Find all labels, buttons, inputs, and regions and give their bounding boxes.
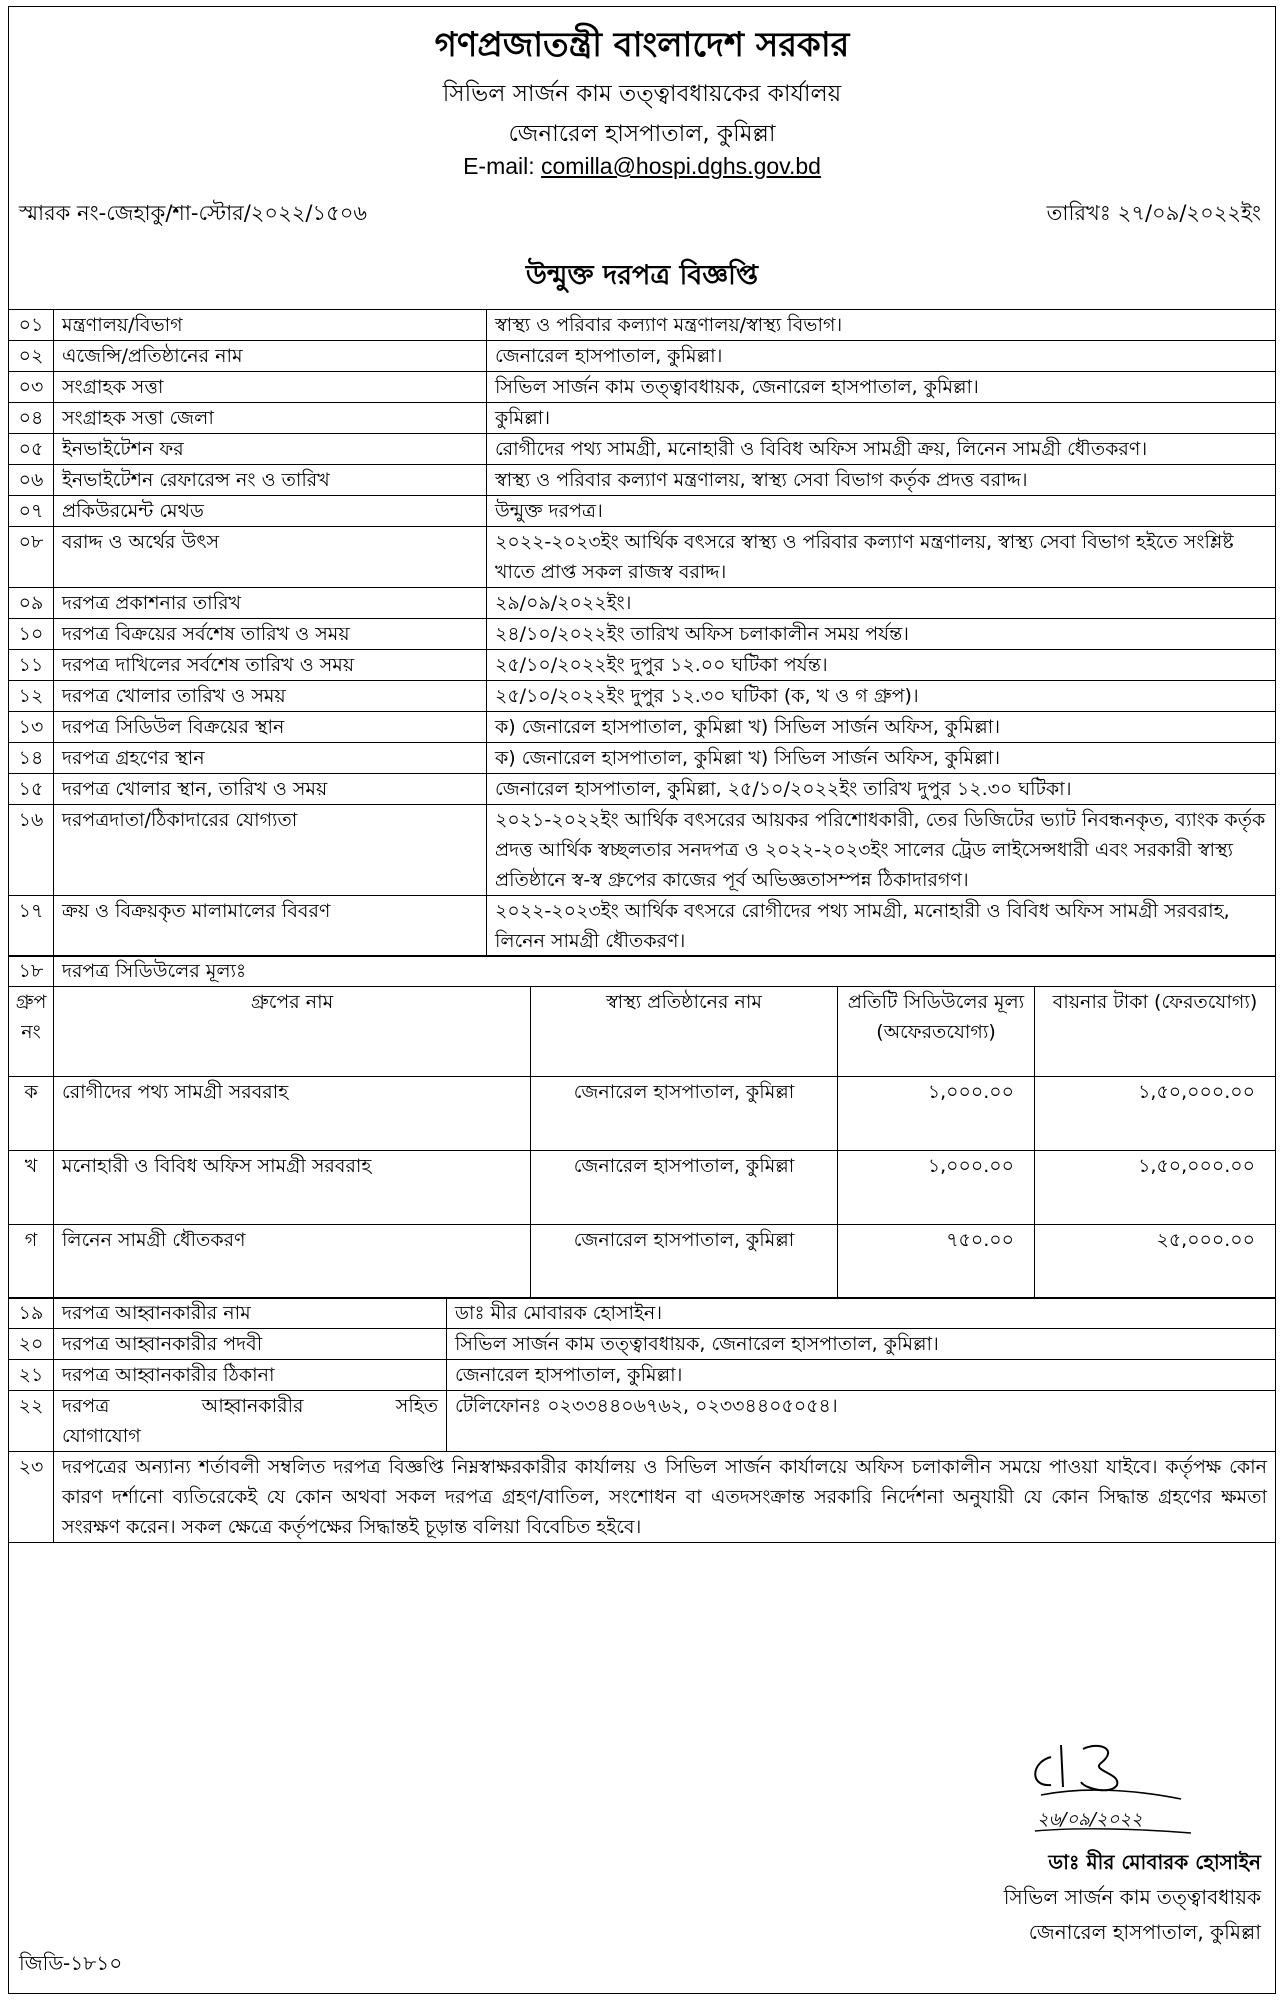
header-schedule-price: প্রতিটি সিডিউলের মূল্য (অফেরতযোগ্য): [838, 987, 1035, 1077]
row-number: ০১: [9, 310, 54, 341]
schedule-title-row: [9, 956, 1276, 987]
row-label: দরপত্র আহ্বানকারীর ঠিকানা: [54, 1360, 447, 1391]
row-number: ১২: [9, 681, 54, 712]
row-label: দরপত্র খোলার স্থান, তারিখ ও সময়: [54, 774, 487, 805]
row-number: ২০: [9, 1329, 54, 1360]
row-label: ইনভাইটেশন রেফারেন্স নং ও তারিখ: [54, 465, 487, 496]
tender-details-table: [8, 309, 1276, 957]
row-value: জেনারেল হাসপাতাল, কুমিল্লা।: [487, 341, 1276, 372]
group-name: রোগীদের পথ্য সামগ্রী সরবরাহ: [54, 1077, 531, 1151]
notice-date: তারিখঃ ২৭/০৯/২০২২ইং: [1046, 201, 1261, 225]
row-number: ১৫: [9, 774, 54, 805]
tender-row: [9, 896, 1276, 957]
row-value: ২০২২-২০২৩ইং আর্থিক বৎসরে রোগীদের পথ্য সামগ্রী, মনোহারী ও বিবিধ অফিস সামগ্রী সরবরাহ, লিনেন সামগ্রী ধৌতকরণ।: [487, 896, 1276, 957]
row-label: সংগ্রাহক সত্তা জেলা: [54, 403, 487, 434]
signatory-block: [931, 1845, 1261, 1950]
row-label: সংগ্রাহক সত্তা: [54, 372, 487, 403]
row-value: স্বাস্থ্য ও পরিবার কল্যাণ মন্ত্রণালয়/স্বাস্থ্য বিভাগ।: [487, 310, 1276, 341]
schedule-price: ১,০০০.০০: [838, 1077, 1035, 1151]
row-value: ২৯/০৯/২০২২ইং।: [487, 588, 1276, 619]
row-label: দরপত্র খোলার তারিখ ও সময়: [54, 681, 487, 712]
row-number: ১৩: [9, 712, 54, 743]
group-number: ক: [9, 1077, 54, 1151]
row-value: জেনারেল হাসপাতাল, কুমিল্লা।: [447, 1360, 1276, 1391]
caller-row: [9, 1329, 1276, 1360]
government-title: গণপ্রজাতন্ত্রী বাংলাদেশ সরকার: [434, 25, 850, 65]
group-number: খ: [9, 1151, 54, 1225]
row-label-line2: যোগাযোগ: [62, 1425, 141, 1447]
group-name: লিনেন সামগ্রী ধৌতকরণ: [54, 1225, 531, 1299]
row-label: দরপত্রদাতা/ঠিকাদারের যোগ্যতা: [54, 805, 487, 896]
row-number: ১৬: [9, 805, 54, 896]
row-label: এজেন্সি/প্রতিষ্ঠানের নাম: [54, 341, 487, 372]
schedule-header-row: [9, 987, 1276, 1077]
institution-name: জেনারেল হাসপাতাল, কুমিল্লা: [531, 1151, 838, 1225]
header-institution: স্বাস্থ্য প্রতিষ্ঠানের নাম: [531, 987, 838, 1077]
tender-row: [9, 650, 1276, 681]
tender-row: [9, 774, 1276, 805]
tender-row: [9, 465, 1276, 496]
earnest-money: ১,৫০,০০০.০০: [1035, 1077, 1276, 1151]
hospital-name: জেনারেল হাসপাতাল, কুমিল্লা: [508, 121, 776, 147]
row-label-line1: দরপত্র আহ্বানকারীর সহিত: [62, 1395, 438, 1417]
institution-name: জেনারেল হাসপাতাল, কুমিল্লা: [531, 1225, 838, 1299]
row-label: ক্রয় ও বিক্রয়কৃত মালামালের বিবরণ: [54, 896, 487, 957]
row-value: রোগীদের পথ্য সামগ্রী, মনোহারী ও বিবিধ অফিস সামগ্রী ক্রয়, লিনেন সামগ্রী ধৌতকরণ।: [487, 434, 1276, 465]
caller-row: [9, 1360, 1276, 1391]
row-label: দরপত্র দাখিলের সর্বশেষ তারিখ ও সময়: [54, 650, 487, 681]
conditions-row: [9, 1452, 1276, 1543]
schedule-price: ১,০০০.০০: [838, 1151, 1035, 1225]
tender-row: [9, 712, 1276, 743]
signature-date: ২৬/০৯/২০২২: [1037, 1809, 1143, 1830]
gd-code: জিডি-১৮১০: [19, 1951, 123, 1975]
earnest-money: ২৫,০০০.০০: [1035, 1225, 1276, 1299]
signatory-office: জেনারেল হাসপাতাল, কুমিল্লা: [1028, 1920, 1261, 1944]
tender-row: [9, 403, 1276, 434]
signatory-name: ডাঃ মীর মোবারক হোসাইন: [1048, 1850, 1261, 1874]
row-number: ১৯: [9, 1298, 54, 1329]
schedule-price-table: [8, 955, 1276, 1299]
handwritten-signature: [1021, 1727, 1201, 1846]
header-earnest-money: বায়নার টাকা (ফেরতযোগ্য): [1035, 987, 1276, 1077]
institution-name: জেনারেল হাসপাতাল, কুমিল্লা: [531, 1077, 838, 1151]
group-name: মনোহারী ও বিবিধ অফিস সামগ্রী সরবরাহ: [54, 1151, 531, 1225]
tender-row: [9, 527, 1276, 588]
row-label: দরপত্র বিক্রয়ের সর্বশেষ তারিখ ও সময়: [54, 619, 487, 650]
row-value: সিভিল সার্জন কাম তত্ত্বাবধায়ক, জেনারেল হাসপাতাল, কুমিল্লা।: [447, 1329, 1276, 1360]
row-number: ১০: [9, 619, 54, 650]
group-number: গ: [9, 1225, 54, 1299]
row-value: ২৪/১০/২০২২ইং তারিখ অফিস চলাকালীন সময় পর্যন্ত।: [487, 619, 1276, 650]
row-value: কুমিল্লা।: [487, 403, 1276, 434]
office-name: সিভিল সার্জন কাম তত্ত্বাবধায়কের কার্যালয়: [442, 81, 842, 107]
tender-caller-table: [8, 1297, 1276, 1543]
row-value: সিভিল সার্জন কাম তত্ত্বাবধায়ক, জেনারেল হাসপাতাল, কুমিল্লা।: [487, 372, 1276, 403]
row-number: ১৮: [9, 956, 54, 987]
row-number: ০৭: [9, 496, 54, 527]
tender-row: [9, 434, 1276, 465]
schedule-row: [9, 1151, 1276, 1225]
tender-row: [9, 681, 1276, 712]
row-number: ০৩: [9, 372, 54, 403]
row-label: দরপত্র সিডিউল বিক্রয়ের স্থান: [54, 712, 487, 743]
schedule-price: ৭৫০.০০: [838, 1225, 1035, 1299]
row-value: উন্মুক্ত দরপত্র।: [487, 496, 1276, 527]
earnest-money: ১,৫০,০০০.০০: [1035, 1151, 1276, 1225]
memo-number: স্মারক নং-জেহাকু/শা-স্টোর/২০২২/১৫০৬: [19, 201, 368, 225]
tender-row: [9, 341, 1276, 372]
row-number: ১১: [9, 650, 54, 681]
schedule-row: [9, 1225, 1276, 1299]
tender-row: [9, 619, 1276, 650]
row-label: দরপত্র গ্রহণের স্থান: [54, 743, 487, 774]
row-number: ০২: [9, 341, 54, 372]
row-label: দরপত্র আহ্বানকারীর নাম: [54, 1298, 447, 1329]
row-label: মন্ত্রণালয়/বিভাগ: [54, 310, 487, 341]
row-number: ২২: [9, 1391, 54, 1452]
row-value: স্বাস্থ্য ও পরিবার কল্যাণ মন্ত্রণালয়, স্বাস্থ্য সেবা বিভাগ কর্তৃক প্রদত্ত বরাদ্দ।: [487, 465, 1276, 496]
tender-row: [9, 588, 1276, 619]
tender-row: [9, 310, 1276, 341]
row-value: ২০২২-২০২৩ইং আর্থিক বৎসরে স্বাস্থ্য ও পরিবার কল্যাণ মন্ত্রণালয়, স্বাস্থ্য সেবা বিভাগ হইতে সংশ্লিষ্ট খাতে প্রাপ্ত সকল রাজস্ব বরাদ্দ।: [487, 527, 1276, 588]
email-link[interactable]: comilla@hospi.dghs.gov.bd: [541, 153, 821, 179]
row-number: ২৩: [9, 1452, 54, 1543]
row-label: দরপত্র আহ্বানকারীর পদবী: [54, 1329, 447, 1360]
row-value: জেনারেল হাসপাতাল, কুমিল্লা, ২৫/১০/২০২২ইং তারিখ দুপুর ১২.৩০ ঘটিকা।: [487, 774, 1276, 805]
tender-notice-page: [8, 6, 1276, 1994]
schedule-row: [9, 1077, 1276, 1151]
row-value: ২৫/১০/২০২২ইং দুপুর ১২.০০ ঘটিকা পর্যন্ত।: [487, 650, 1276, 681]
row-number: ০৬: [9, 465, 54, 496]
row-number: ২১: [9, 1360, 54, 1391]
notice-title: উন্মুক্ত দরপত্র বিজ্ঞপ্তি: [525, 260, 759, 291]
signatory-designation: সিভিল সার্জন কাম তত্ত্বাবধায়ক: [1003, 1885, 1261, 1909]
header-group-no: গ্রুপ নং: [9, 987, 54, 1077]
row-label: ইনভাইটেশন ফর: [54, 434, 487, 465]
row-number: ০৯: [9, 588, 54, 619]
signature-scribble: [1021, 1727, 1201, 1842]
tender-row: [9, 805, 1276, 896]
row-number: ১৪: [9, 743, 54, 774]
row-value: ডাঃ মীর মোবারক হোসাইন।: [447, 1298, 1276, 1329]
caller-row: [9, 1391, 1276, 1452]
tender-row: [9, 372, 1276, 403]
header-group-name: গ্রুপের নাম: [54, 987, 531, 1077]
row-number: ০৮: [9, 527, 54, 588]
row-label: বরাদ্দ ও অর্থের উৎস: [54, 527, 487, 588]
row-number: ০৫: [9, 434, 54, 465]
row-value: টেলিফোনঃ ০২৩৩৪৪০৬৭৬২, ০২৩৩৪৪০৫০৫৪।: [447, 1391, 1276, 1452]
row-label: দরপত্র প্রকাশনার তারিখ: [54, 588, 487, 619]
conditions-text: দরপত্রের অন্যান্য শর্তাবলী সম্বলিত দরপত্র বিজ্ঞপ্তি নিম্নস্বাক্ষরকারীর কার্যালয় ও সিভিল সার্জন কার্যালয়ে অফিস চলাকালীন সময়ে পাওয়া যাইবে। কর্তৃপক্ষ কোন কারণ দর্শানো ব্যতিরেকেই যে কোন অথবা সকল দরপত্র গ্রহণ/বাতিল, সংশোধন বা এতদসংক্রান্ত সরকারি নির্দেশনা অনুযায়ী যে কোন সিদ্ধান্ত গ্রহণের ক্ষমতা সংরক্ষণ করেন। সকল ক্ষেত্রে কর্তৃপক্ষের সিদ্ধান্তই চূড়ান্ত বলিয়া বিবেচিত হইবে।: [54, 1452, 1276, 1543]
row-number: ০৪: [9, 403, 54, 434]
caller-row: [9, 1298, 1276, 1329]
row-label: প্রকিউরমেন্ট মেথড: [54, 496, 487, 527]
row-value: ২৫/১০/২০২২ইং দুপুর ১২.৩০ ঘটিকা (ক, খ ও গ গ্রুপ)।: [487, 681, 1276, 712]
email-label: E-mail:: [463, 153, 542, 179]
schedule-title: দরপত্র সিডিউলের মূল্যঃ: [54, 956, 1276, 987]
email-line: [9, 153, 1275, 180]
row-value: ক) জেনারেল হাসপাতাল, কুমিল্লা খ) সিভিল সার্জন অফিস, কুমিল্লা।: [487, 743, 1276, 774]
row-number: ১৭: [9, 896, 54, 957]
tender-row: [9, 496, 1276, 527]
tender-row: [9, 743, 1276, 774]
row-value: ক) জেনারেল হাসপাতাল, কুমিল্লা খ) সিভিল সার্জন অফিস, কুমিল্লা।: [487, 712, 1276, 743]
row-label: [54, 1391, 447, 1452]
row-value: ২০২১-২০২২ইং আর্থিক বৎসরের আয়কর পরিশোধকারী, তের ডিজিটের ভ্যাট নিবন্ধনকৃত, ব্যাংক কর্তৃক প্রদত্ত আর্থিক স্বচ্ছলতার সনদপত্র ও ২০২২-২০২৩ইং সালের ট্রেড লাইসেন্সধারী এবং সরকারী স্বাস্থ্য প্রতিষ্ঠানে স্ব-স্ব গ্রুপের কাজের পূর্ব অভিজ্ঞতাসম্পন্ন ঠিকাদারগণ।: [487, 805, 1276, 896]
